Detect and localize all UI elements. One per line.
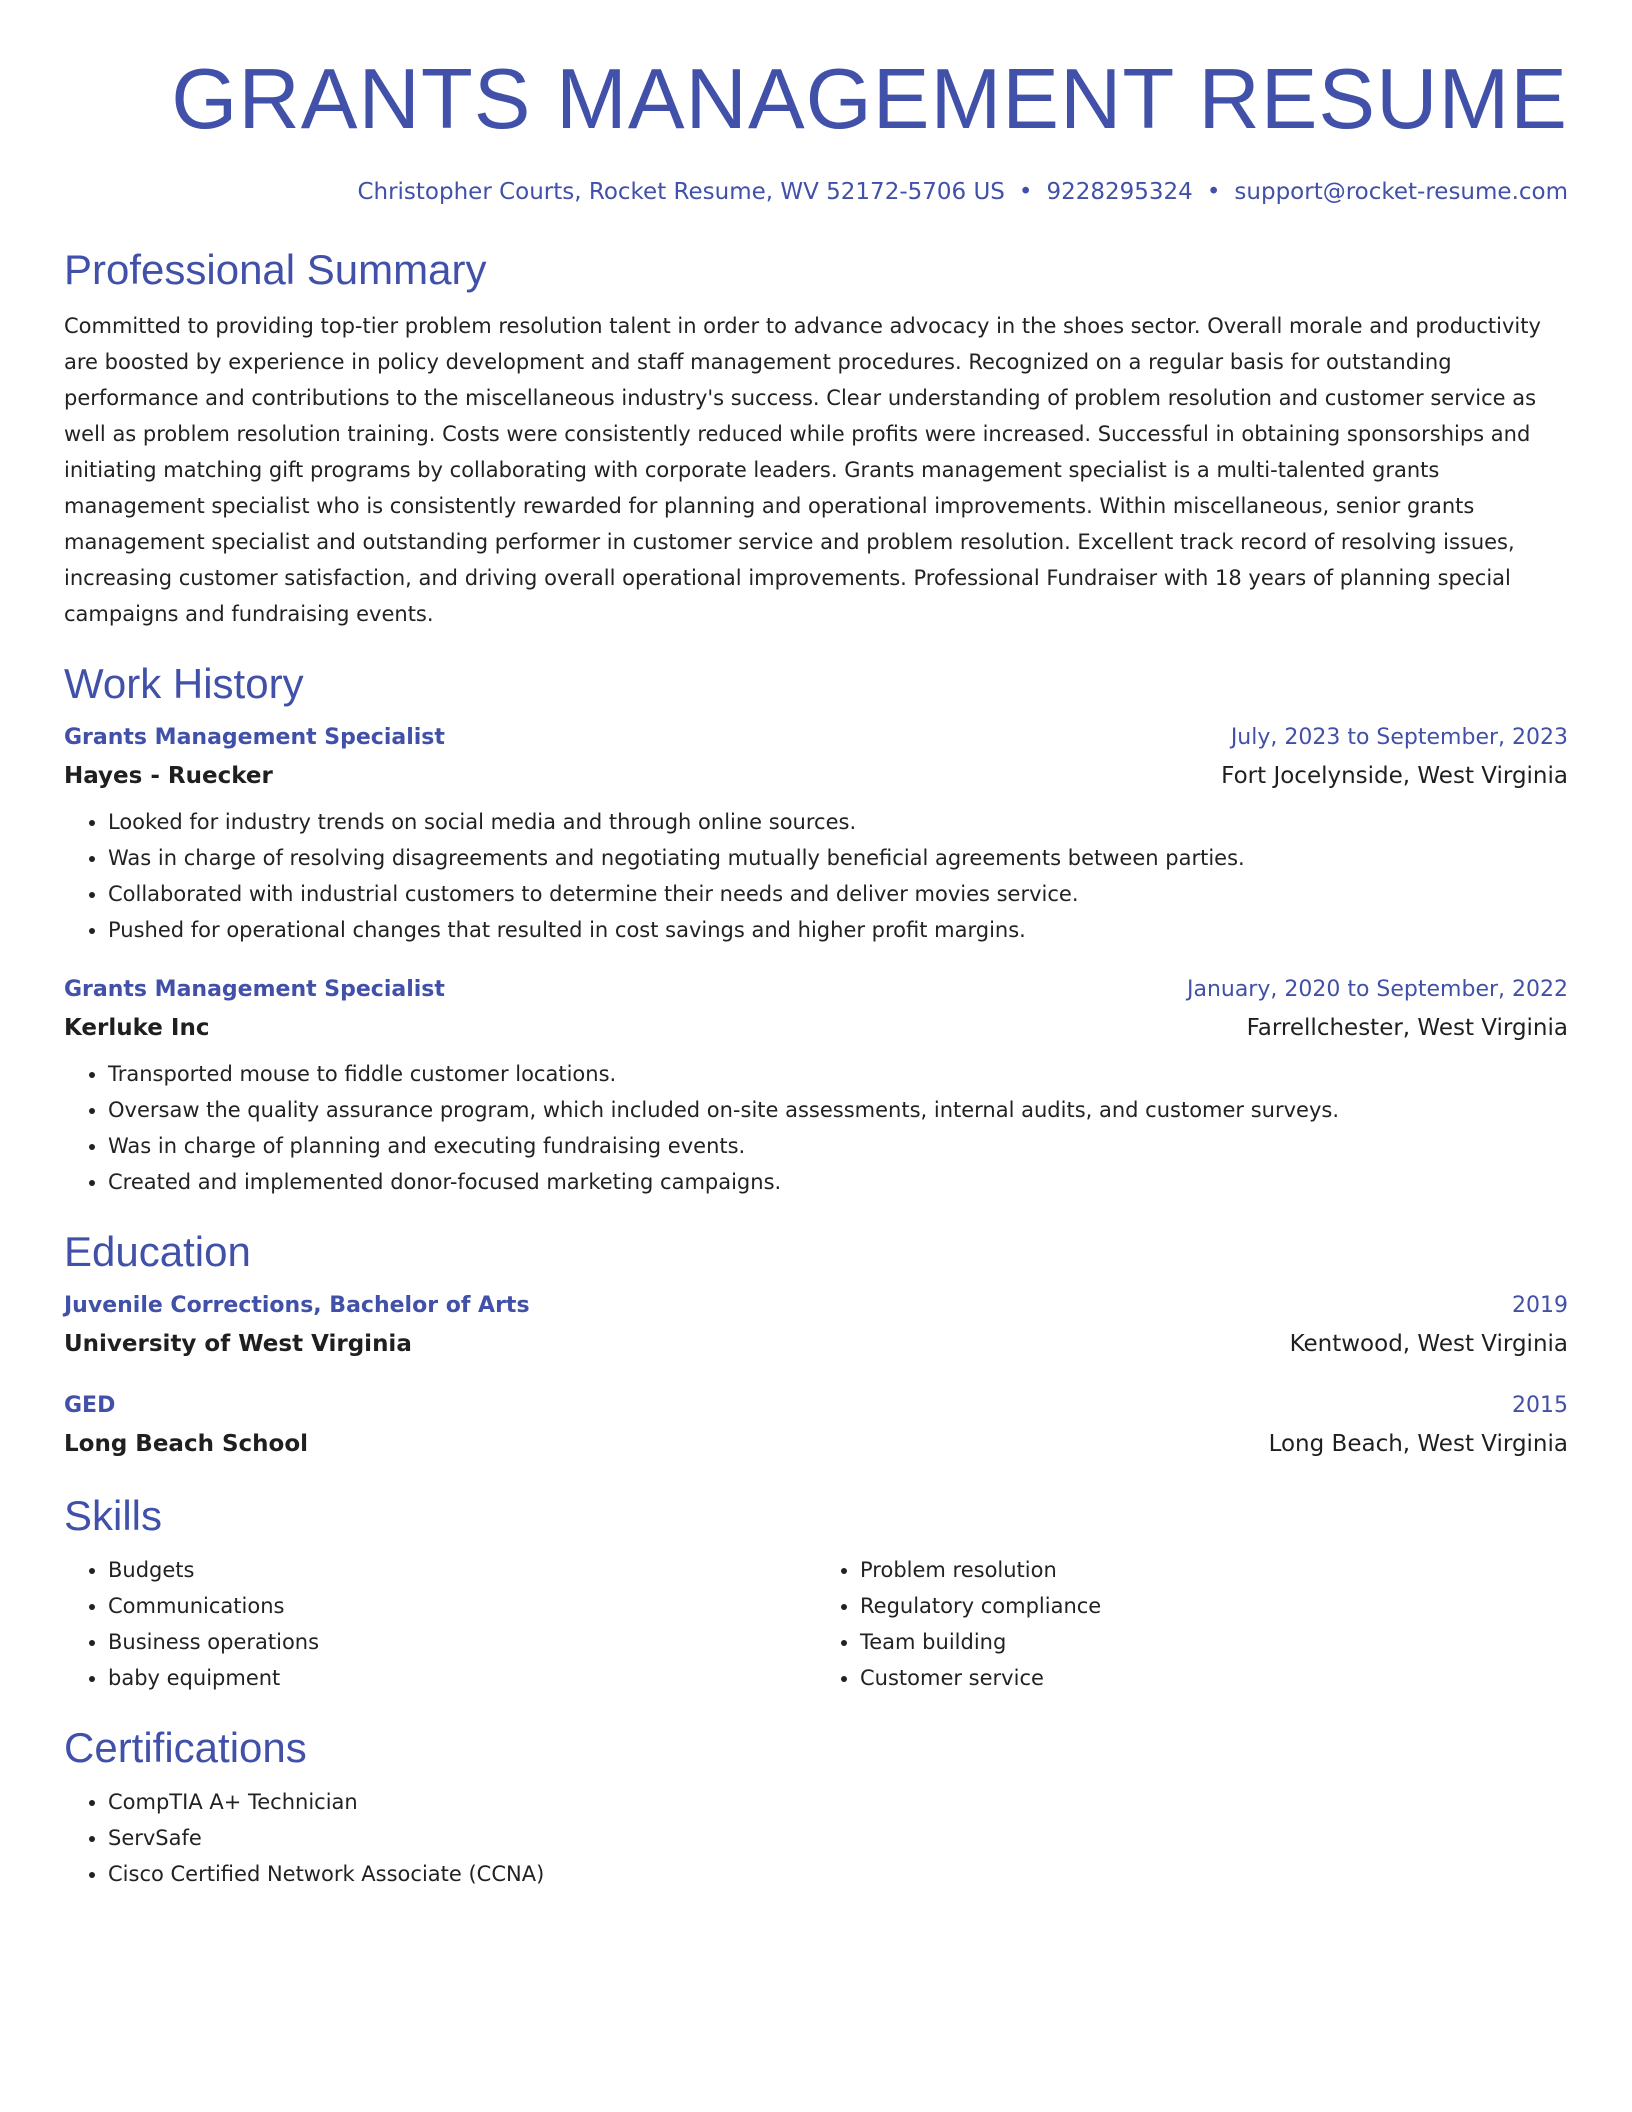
education-heading: Education: [64, 1228, 251, 1275]
skill-item: • Budgets: [108, 1552, 816, 1588]
education-year: 2019: [1512, 1293, 1568, 1318]
job-dates: January, 2020 to September, 2022: [1186, 977, 1568, 1002]
job-company: Hayes - Ruecker: [64, 763, 273, 789]
job-bullet: • Collaborated with industrial customers to determine their needs and deliver movies service.: [108, 876, 1568, 912]
skill-item: • Regulatory compliance: [860, 1588, 1568, 1624]
certification-item: • ServSafe: [108, 1820, 1568, 1856]
job-company-row: [64, 756, 1568, 796]
certifications-section: [64, 1722, 1568, 1892]
contact-line: [64, 176, 1568, 208]
work-history-heading: Work History: [64, 660, 304, 707]
certifications-heading: Certifications: [64, 1724, 307, 1771]
education-school-row: [64, 1324, 1568, 1364]
skills-list-right: [816, 1552, 1568, 1696]
contact-email: support@rocket-resume.com: [1234, 179, 1568, 205]
education-section: [64, 1226, 1568, 1464]
education-header-row: [64, 1288, 1568, 1324]
education-year: 2015: [1512, 1393, 1568, 1418]
job-title: Grants Management Specialist: [64, 725, 445, 750]
certification-item: • CompTIA A+ Technician: [108, 1784, 1568, 1820]
job-dates: July, 2023 to September, 2023: [1230, 725, 1568, 750]
job-bullet: • Was in charge of resolving disagreements and negotiating mutually beneficial agreements between parties.: [108, 840, 1568, 876]
job-company-row: [64, 1008, 1568, 1048]
summary-text: Committed to providing top-tier problem resolution talent in order to advance advocacy in the shoes sector. Overall morale and productivity are boosted by experience in policy development and staff management procedures. Recognized on a regular basis for outstanding performance and contributions to the miscellaneous industry's success. Clear understanding of problem resolution and customer service as well as problem resolution training. Costs were consistently reduced while profits were increased. Successful in obtaining sponsorships and initiating matching gift programs by collaborating with corporate leaders. Grants management specialist is a multi-talented grants management specialist who is consistently rewarded for planning and operational improvements. Within miscellaneous, senior grants management specialist and outstanding performer in customer service and problem resolution. Excellent track record of resolving issues, increasing customer satisfaction, and driving overall operational improvements. Professional Fundraiser with 18 years of planning special campaigns and fundraising events.: [64, 314, 1541, 626]
education-school-row: [64, 1424, 1568, 1464]
education-degree: GED: [64, 1393, 116, 1418]
certification-item: • Cisco Certified Network Associate (CCNA): [108, 1856, 1568, 1892]
contact-address: Christopher Courts, Rocket Resume, WV 52172-5706 US: [357, 179, 1005, 205]
skill-item: • Problem resolution: [860, 1552, 1568, 1588]
job-bullets: [64, 1056, 1568, 1200]
job-bullets: [64, 804, 1568, 948]
job-company: Kerluke Inc: [64, 1015, 210, 1041]
contact-separator: •: [1206, 179, 1221, 205]
education-degree: Juvenile Corrections, Bachelor of Arts: [64, 1293, 530, 1318]
education-entry: [64, 1288, 1568, 1364]
job-bullet: • Looked for industry trends on social media and through online sources.: [108, 804, 1568, 840]
job-bullet: • Created and implemented donor-focused marketing campaigns.: [108, 1164, 1568, 1200]
education-location: Long Beach, West Virginia: [1268, 1431, 1568, 1457]
education-header-row: [64, 1388, 1568, 1424]
skill-item: • baby equipment: [108, 1660, 816, 1696]
skill-item: • Communications: [108, 1588, 816, 1624]
summary-heading: Professional Summary: [64, 246, 487, 293]
job-entry: [64, 720, 1568, 948]
job-entry: [64, 972, 1568, 1200]
job-bullet: • Oversaw the quality assurance program, which included on-site assessments, internal audits, and customer surveys.: [108, 1092, 1568, 1128]
skills-section: [64, 1490, 1568, 1696]
work-history-section: [64, 658, 1568, 1200]
skill-item: • Business operations: [108, 1624, 816, 1660]
education-school: Long Beach School: [64, 1431, 309, 1457]
education-entry: [64, 1388, 1568, 1464]
job-location: Farrellchester, West Virginia: [1246, 1015, 1568, 1041]
job-header-row: [64, 720, 1568, 756]
contact-phone: 9228295324: [1046, 179, 1193, 205]
contact-separator: •: [1018, 179, 1033, 205]
resume-title: GRANTS MANAGEMENT RESUME: [171, 52, 1568, 147]
education-school: University of West Virginia: [64, 1331, 412, 1357]
job-bullet: • Transported mouse to fiddle customer locations.: [108, 1056, 1568, 1092]
skills-heading: Skills: [64, 1492, 163, 1539]
skill-item: • Team building: [860, 1624, 1568, 1660]
job-header-row: [64, 972, 1568, 1008]
job-title: Grants Management Specialist: [64, 977, 445, 1002]
job-bullet: • Pushed for operational changes that resulted in cost savings and higher profit margins.: [108, 912, 1568, 948]
skills-list-left: [64, 1552, 816, 1696]
job-bullet: • Was in charge of planning and executing fundraising events.: [108, 1128, 1568, 1164]
job-location: Fort Jocelynside, West Virginia: [1221, 763, 1568, 789]
skill-item: • Customer service: [860, 1660, 1568, 1696]
skills-columns: [64, 1552, 1568, 1696]
certifications-list: [64, 1784, 1568, 1892]
education-location: Kentwood, West Virginia: [1289, 1331, 1568, 1357]
